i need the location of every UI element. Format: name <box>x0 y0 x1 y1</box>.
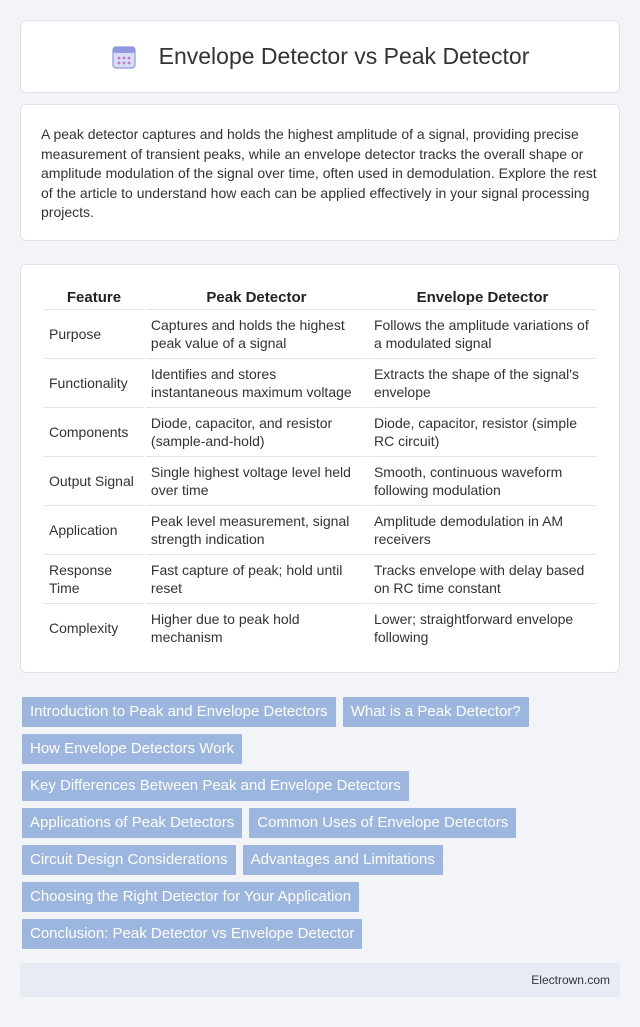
table-row <box>44 456 596 505</box>
table-cell-feature: Purpose <box>44 309 144 358</box>
header-feature: Feature <box>66 288 122 306</box>
table-cell-peak: Higher due to peak hold mechanism <box>146 603 367 652</box>
footer-site[interactable]: Electrown.com <box>531 973 610 987</box>
table-cell-feature: Output Signal <box>44 456 144 505</box>
link-advantages-limitations[interactable]: Advantages and Limitations <box>243 845 443 875</box>
header-envelope-detector: Envelope Detector <box>416 288 549 306</box>
table-cell-feature: Functionality <box>44 358 144 407</box>
table-cell-envelope: Smooth, continuous waveform following modulation <box>369 456 596 505</box>
table-row <box>44 309 596 358</box>
link-row <box>22 808 582 845</box>
link-how-envelope-detectors-work[interactable]: How Envelope Detectors Work <box>22 734 242 764</box>
table-row <box>44 358 596 407</box>
table-cell-peak: Peak level measurement, signal strength indication <box>146 505 367 554</box>
comparison-table <box>42 285 598 652</box>
header-peak-detector: Peak Detector <box>206 288 307 306</box>
table-header-row <box>44 285 596 309</box>
link-row <box>22 882 582 919</box>
link-what-is-peak-detector[interactable]: What is a Peak Detector? <box>343 697 529 727</box>
link-choosing-detector[interactable]: Choosing the Right Detector for Your Application <box>22 882 359 912</box>
table-cell-feature: Components <box>44 407 144 456</box>
intro-card <box>20 104 620 241</box>
table-cell-envelope: Follows the amplitude variations of a modulated signal <box>369 309 596 358</box>
table-cell-envelope: Diode, capacitor, resistor (simple RC circuit) <box>369 407 596 456</box>
link-applications-peak[interactable]: Applications of Peak Detectors <box>22 808 242 838</box>
table-row <box>44 603 596 652</box>
link-row <box>22 919 582 956</box>
table-cell-envelope: Amplitude demodulation in AM receivers <box>369 505 596 554</box>
table-row <box>44 554 596 603</box>
link-circuit-design[interactable]: Circuit Design Considerations <box>22 845 236 875</box>
table-cell-peak: Captures and holds the highest peak value of a signal <box>146 309 367 358</box>
title-card <box>20 20 620 93</box>
table-cell-peak: Single highest voltage level held over time <box>146 456 367 505</box>
link-conclusion[interactable]: Conclusion: Peak Detector vs Envelope Detector <box>22 919 362 949</box>
link-row <box>22 734 582 771</box>
link-row <box>22 845 582 882</box>
table-cell-feature: Response Time <box>44 554 144 603</box>
page-title: Envelope Detector vs Peak Detector <box>158 43 530 69</box>
table-cell-feature: Complexity <box>44 603 144 652</box>
comparison-table-card <box>20 264 620 673</box>
link-key-differences[interactable]: Key Differences Between Peak and Envelope Detectors <box>22 771 409 801</box>
table-cell-envelope: Extracts the shape of the signal's envelope <box>369 358 596 407</box>
table-row <box>44 407 596 456</box>
table-cell-feature: Application <box>44 505 144 554</box>
link-introduction[interactable]: Introduction to Peak and Envelope Detectors <box>22 697 336 727</box>
link-row <box>22 771 582 808</box>
link-row <box>22 697 582 734</box>
footer <box>20 963 620 997</box>
table-cell-envelope: Tracks envelope with delay based on RC time constant <box>369 554 596 603</box>
table-row <box>44 505 596 554</box>
section-links <box>22 697 582 956</box>
table-cell-peak: Identifies and stores instantaneous maximum voltage <box>146 358 367 407</box>
document-icon <box>111 44 137 70</box>
intro-text: A peak detector captures and holds the highest amplitude of a signal, providing precise measurement of transient peaks, while an envelope detector tracks the overall shape or amplitude modulation of the signal over time, often used in demodulation. Explore the rest of the article to understand how each can be applied effectively in your signal processing projects. <box>41 126 597 220</box>
table-cell-peak: Fast capture of peak; hold until reset <box>146 554 367 603</box>
table-cell-envelope: Lower; straightforward envelope following <box>369 603 596 652</box>
table-cell-peak: Diode, capacitor, and resistor (sample-and-hold) <box>146 407 367 456</box>
link-uses-envelope[interactable]: Common Uses of Envelope Detectors <box>249 808 516 838</box>
